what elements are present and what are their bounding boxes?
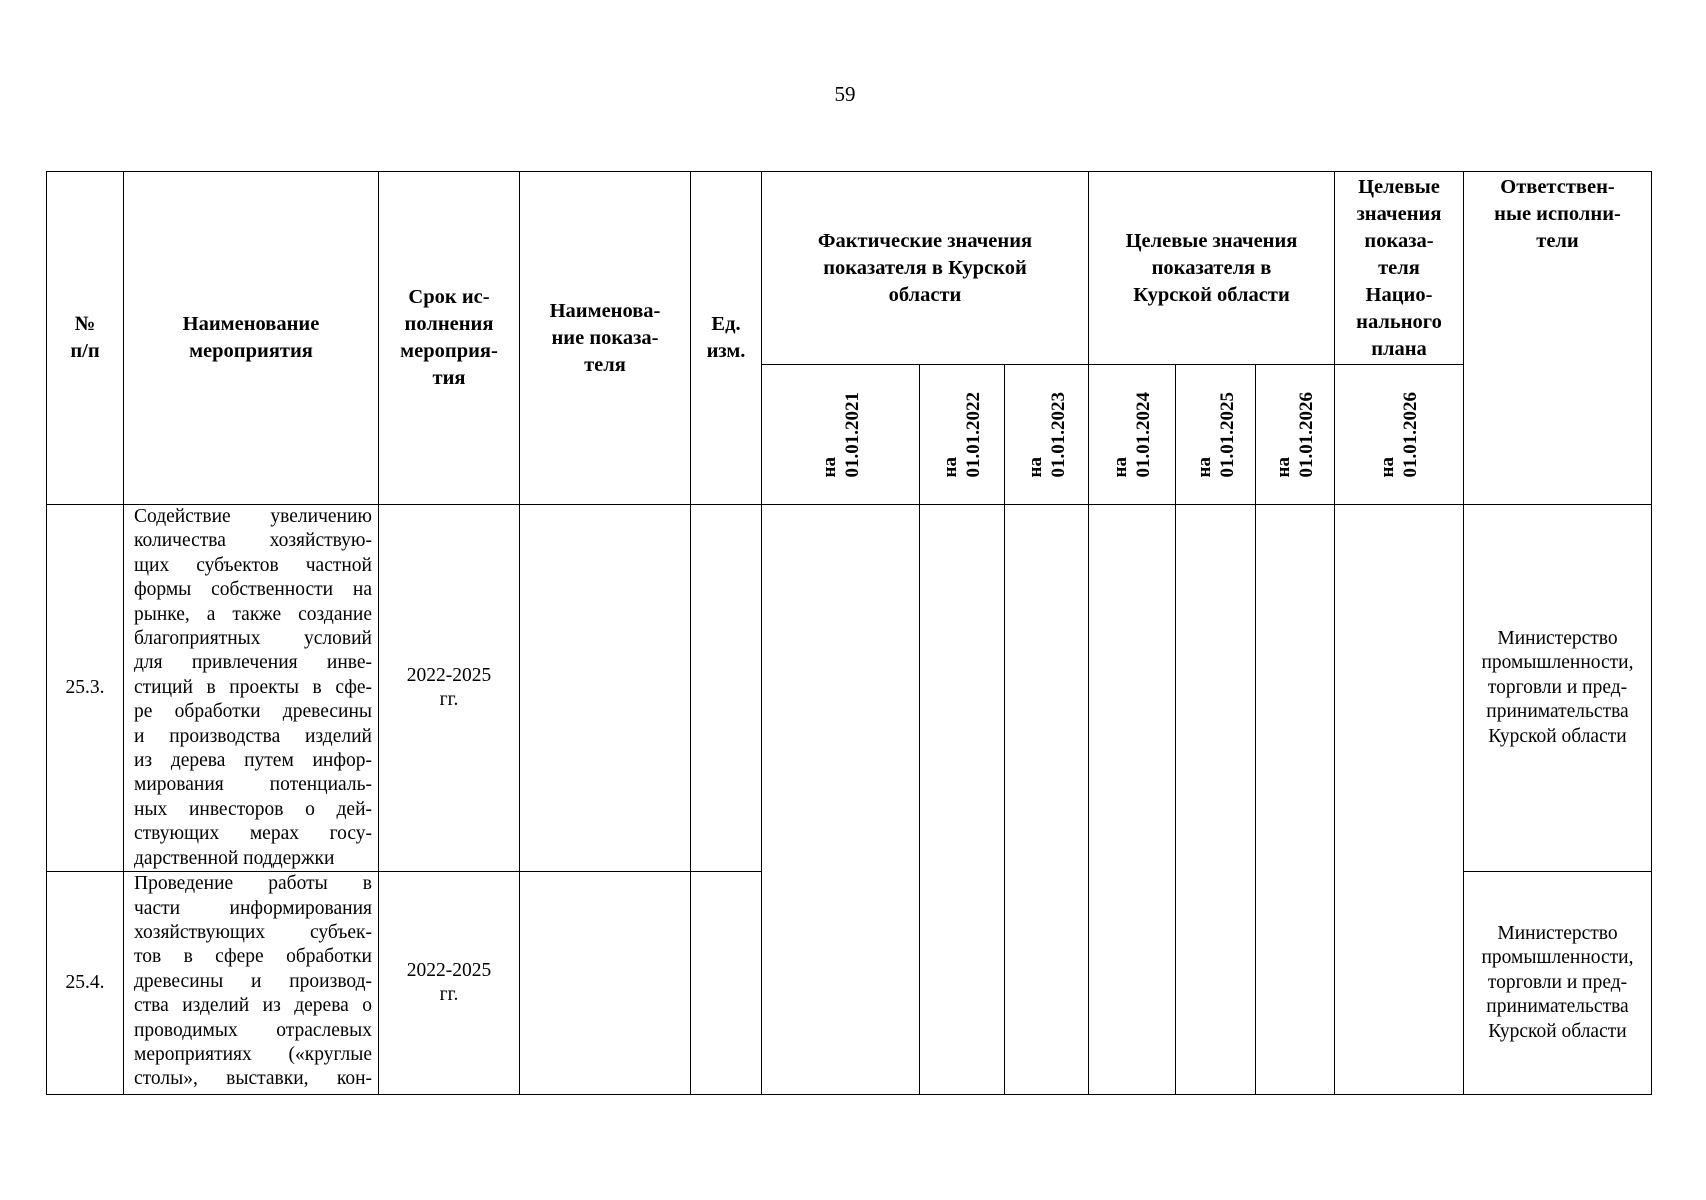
header-date-2022 — [920, 365, 1005, 505]
row-unit — [691, 505, 762, 872]
value-cell — [1005, 505, 1089, 1095]
table-row — [47, 505, 1652, 872]
text-line: древесины и производ- — [134, 970, 372, 992]
row-responsible: Министерство промышленности, торговли и пред- принимательства Курской области — [1464, 872, 1652, 1095]
date-label: на 01.01.2025 — [1193, 391, 1238, 477]
date-label: на 01.01.2022 — [940, 391, 984, 477]
measures-table — [46, 171, 1652, 1095]
value-cell — [762, 505, 920, 1095]
header-unit: Ед. изм. — [691, 172, 762, 505]
text-line: для привлечения инве- — [134, 652, 372, 674]
row-responsible: Министерство промышленности, торговли и пред- принимательства Курской области — [1464, 505, 1652, 872]
text-line: рынке, а также создание — [134, 603, 372, 625]
header-date-2021 — [762, 365, 920, 505]
date-label: на 01.01.2026 — [1377, 391, 1421, 477]
header-date-2026 — [1256, 365, 1335, 505]
header-event-name: Наименование мероприятия — [124, 172, 379, 505]
header-date-national-2026 — [1335, 365, 1464, 505]
row-term: 2022-2025 гг. — [379, 872, 520, 1095]
text-line: тов в сфере обработки — [134, 946, 372, 968]
page-number: 59 — [834, 82, 856, 106]
value-cell — [1176, 505, 1256, 1095]
row-indicator-name — [520, 505, 691, 872]
text-line: дарственной поддержки — [134, 847, 335, 869]
header-national-target: Целевые значения показа- теля Нацио- нального плана — [1335, 172, 1464, 365]
value-cell — [1335, 505, 1464, 1095]
header-num: № п/п — [47, 172, 124, 505]
row-unit — [691, 872, 762, 1095]
value-cell — [1256, 505, 1335, 1095]
header-responsible: Ответствен- ные исполни- тели — [1464, 172, 1652, 505]
row-indicator-name — [520, 872, 691, 1095]
text-line: ных инвесторов о дей- — [134, 798, 372, 820]
text-line: проводимых отраслевых — [134, 1019, 372, 1041]
header-term: Срок ис- полнения мероприя- тия — [379, 172, 520, 505]
text-line: Содействие увеличению — [134, 506, 372, 527]
text-line: ства изделий из дерева о — [134, 995, 372, 1017]
text-line: благоприятных условий — [134, 628, 372, 650]
date-label: на 01.01.2023 — [1024, 391, 1069, 477]
text-line: мирования потенциаль- — [134, 774, 372, 796]
row-term: 2022-2025 гг. — [379, 505, 520, 872]
row-num: 25.3. — [47, 505, 124, 872]
text-line: количества хозяйствую- — [134, 530, 372, 552]
value-cell — [920, 505, 1005, 1095]
date-label: на 01.01.2024 — [1110, 391, 1154, 477]
header-date-2023 — [1005, 365, 1089, 505]
text-line: части информирования — [134, 897, 372, 919]
text-line: стиций в проекты в сфе- — [134, 676, 372, 698]
header-indicator-name: Наименова- ние показа- теля — [520, 172, 691, 505]
text-line: ствующих мерах госу- — [134, 823, 372, 845]
header-actual-values: Фактические значения показателя в Курской области — [762, 172, 1089, 365]
text-line: щих субъектов частной — [134, 554, 372, 576]
text-line: мероприятиях («круглые — [134, 1043, 372, 1065]
text-line: ре обработки древесины — [134, 701, 372, 723]
text-line: хозяйствующих субъек- — [134, 921, 372, 943]
value-cell — [1089, 505, 1176, 1095]
text-line: столы», выставки, кон- — [134, 1068, 372, 1090]
date-label: на 01.01.2021 — [818, 391, 863, 477]
row-event-name — [124, 505, 379, 872]
header-date-2025 — [1176, 365, 1256, 505]
text-line: формы собственности на — [134, 579, 372, 601]
row-num: 25.4. — [47, 872, 124, 1095]
header-date-2024 — [1089, 365, 1176, 505]
text-line: и производства изделий — [134, 725, 372, 747]
header-target-values: Целевые значения показателя в Курской области — [1089, 172, 1335, 365]
date-label: на 01.01.2026 — [1273, 391, 1317, 477]
header-row-1 — [47, 172, 1652, 365]
row-event-name — [124, 872, 379, 1095]
text-line: Проведение работы в — [134, 873, 372, 895]
text-line: из дерева путем инфор- — [134, 750, 372, 772]
